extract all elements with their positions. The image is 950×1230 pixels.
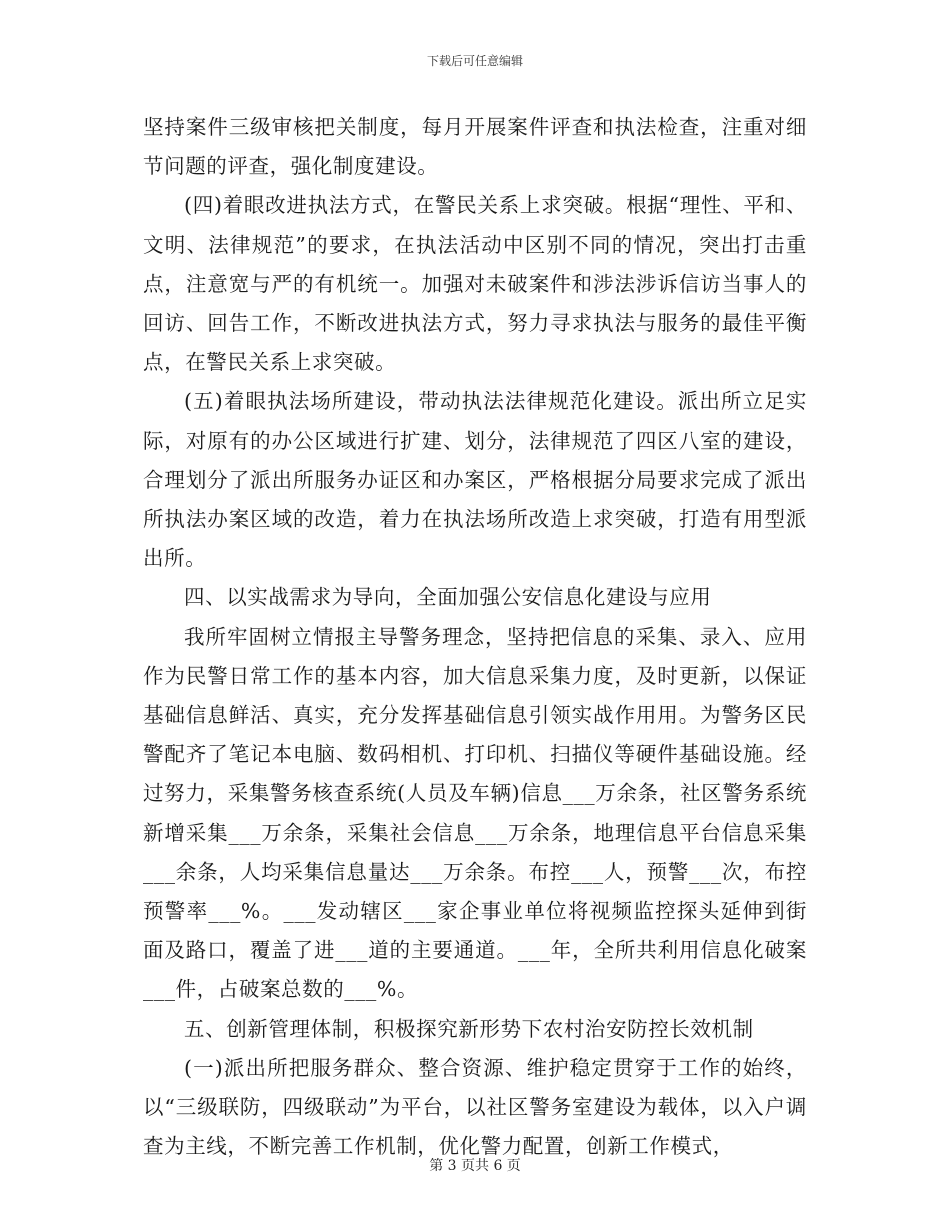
- section-heading: 五、创新管理体制，积极探究新形势下农村治安防控长效机制: [184, 1016, 754, 1041]
- body-paragraph: 我所牢固树立情报主导警务理念，坚持把信息的采集、录入、应用作为民警日常工作的基本内容，加大信息采集力度，及时更新，以保证基础信息鲜活、真实，充分发挥基础信息引领实战作用用。为警务区民警配齐了笔记本电脑、数码相机、打印机、扫描仪等硬件基础设施。经过努力，采集警务核查系统(人员及车辆)信息___万余条，社区警务系统新增采集___万余条，采集社会信息___万余条，地理信息平台信息采集___余条，人均采集信息量达___万余条。布控___人，预警___次，布控预警率___%。___发动辖区___家企事业单位将视频监控探头延伸到街面及路口，覆盖了进___道的主要通道。___年，全所共利用信息化破案___件，占破案总数的___%。: [143, 624, 807, 1002]
- page-number: 第 3 页共 6 页: [429, 1158, 521, 1174]
- body-paragraph: (四)着眼改进执法方式，在警民关系上求突破。根据“理性、平和、文明、法律规范”的要求，在执法活动中区别不同的情况，突出打击重点，注意宽与严的有机统一。加强对未破案件和涉法涉诉信访当事人的回访、回告工作，不断改进执法方式，努力寻求执法与服务的最佳平衡点，在警民关系上求突破。: [143, 193, 807, 375]
- body-paragraph: 坚持案件三级审核把关制度，每月开展案件评查和执法检查，注重对细节问题的评查，强化制度建设。: [143, 115, 807, 179]
- document-body: [143, 108, 807, 1166]
- body-paragraph: (一)派出所把服务群众、整合资源、维护稳定贯穿于工作的始终，以“三级联防，四级联动”为平台，以社区警务室建设为载体，以入户调查为主线，不断完善工作机制，优化警力配置，创新工作模式，: [143, 1055, 807, 1159]
- section-heading: 四、以实战需求为导向，全面加强公安信息化建设与应用: [184, 585, 712, 610]
- page-header: 下载后可任意编辑: [426, 54, 523, 68]
- body-paragraph: (五)着眼执法场所建设，带动执法法律规范化建设。派出所立足实际，对原有的办公区域进行扩建、划分，法律规范了四区八室的建设，合理划分了派出所服务办证区和办案区，严格根据分局要求完成了派出所执法办案区域的改造，着力在执法场所改造上求突破，打造有用型派出所。: [143, 389, 807, 571]
